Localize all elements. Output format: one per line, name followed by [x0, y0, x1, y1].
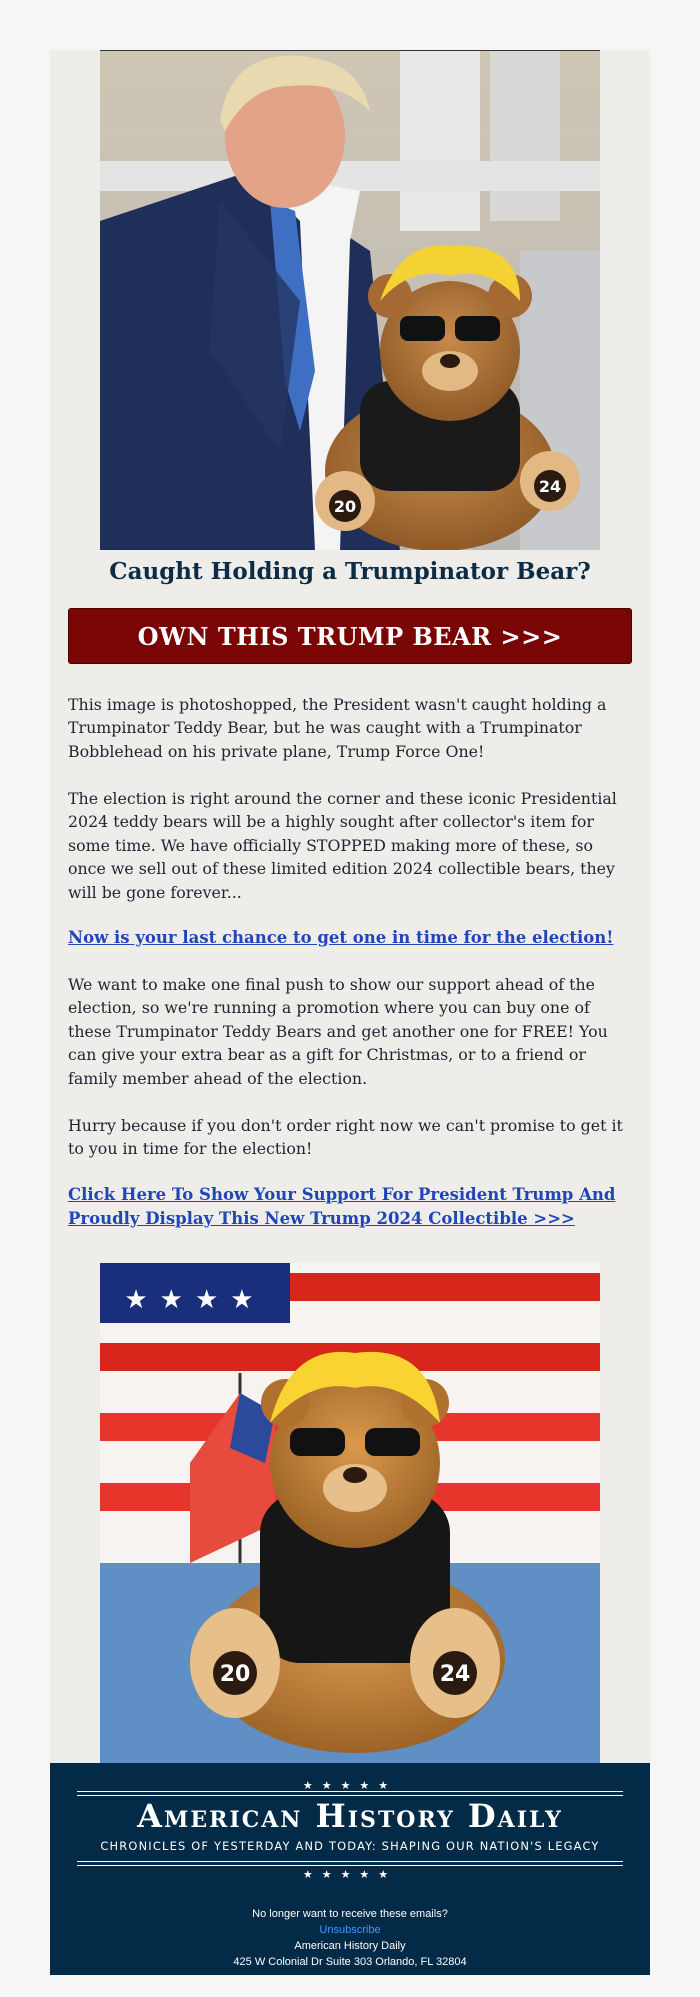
footer-rule-bottom: [77, 1861, 623, 1862]
own-bear-button[interactable]: OWN THIS TRUMP BEAR >>>: [68, 608, 632, 664]
headline: Caught Holding a Trumpinator Bear?: [109, 558, 591, 585]
email-container: [50, 50, 650, 1975]
footer: [50, 1763, 650, 1975]
footer-rule-top: [77, 1791, 623, 1792]
product-illustration: [100, 1263, 600, 1763]
paragraph-hurry: Hurry because if you don't order right now we can't promise to get it to you in time for the election!: [68, 1116, 623, 1159]
paw-number-right: 24: [439, 1662, 471, 1687]
paw-number-right: 24: [538, 477, 562, 496]
paragraph-election: The election is right around the corner and these iconic Presidential 2024 teddy bears will be a highly sought after collector's item for some time. We have officially STOPPED making more of these, so once we sell out of these limited edition 2024 collectible bears, they will be gone forever...: [68, 789, 617, 902]
hero-photo[interactable]: [100, 50, 600, 550]
no-longer-text: No longer want to receive these emails?: [252, 1908, 448, 1920]
paragraph-photoshopped: This image is photoshopped, the President wasn't caught holding a Trumpinator Teddy Bear, but he was caught with a Trumpinator Bobblehead on his private plane, Trump Force One!: [68, 695, 607, 761]
footer-rule-top-2: [77, 1795, 623, 1796]
footer-stars-bottom: ★★★★★: [302, 1868, 398, 1881]
paw-number-left: 20: [333, 497, 357, 516]
footer-rule-bottom-2: [77, 1865, 623, 1866]
company-name: American History Daily: [294, 1940, 406, 1952]
footer-stars-top: ★★★★★: [302, 1779, 398, 1792]
unsubscribe-link[interactable]: Unsubscribe: [319, 1924, 381, 1936]
last-chance-link[interactable]: Now is your last chance to get one in time for the election!: [68, 928, 614, 947]
brand-name: American History Daily: [137, 1797, 563, 1835]
company-address: 425 W Colonial Dr Suite 303 Orlando, FL 32804: [233, 1956, 467, 1968]
flag-stars: ★★★★: [124, 1285, 266, 1315]
product-photo[interactable]: [100, 1263, 600, 1763]
paw-number-left: 20: [219, 1662, 251, 1687]
support-link[interactable]: Click Here To Show Your Support For President Trump And Proudly Display This New Trump 2024 Collectible >>>: [68, 1185, 616, 1228]
hero-illustration: [100, 51, 600, 550]
brand-tagline: CHRONICLES OF YESTERDAY AND TODAY: SHAPING OUR NATION'S LEGACY: [100, 1839, 600, 1853]
paragraph-promotion: We want to make one final push to show our support ahead of the election, so we're running a promotion where you can buy one of these Trumpinator Teddy Bears and get another one for FREE! You can give your extra bear as a gift for Christmas, or to a friend or family member ahead of the election.: [68, 975, 608, 1088]
